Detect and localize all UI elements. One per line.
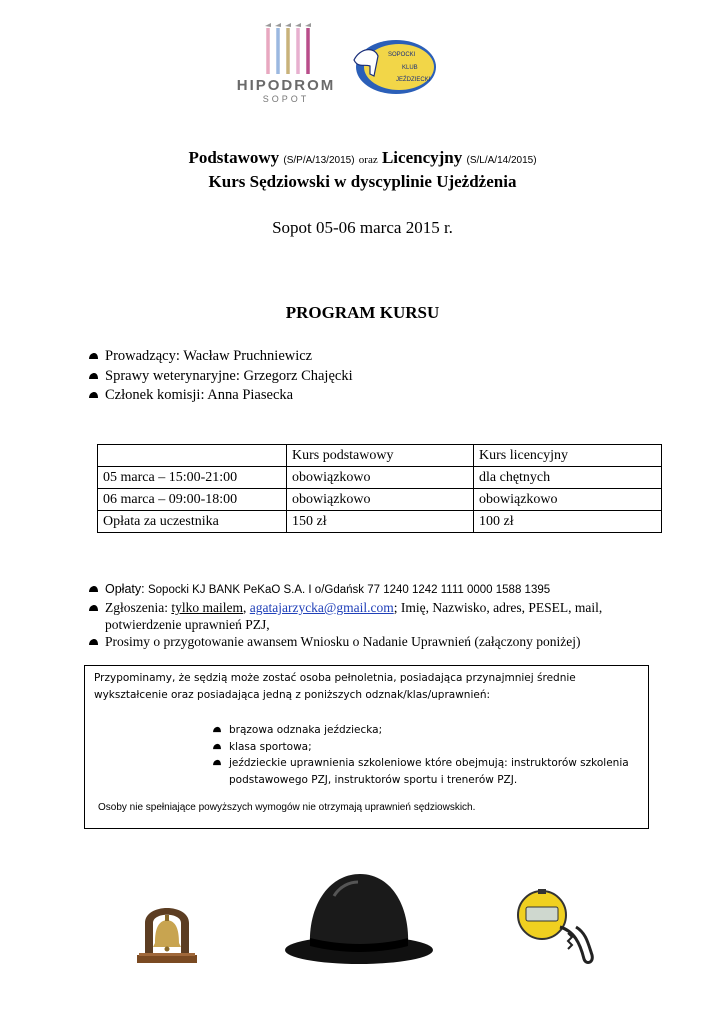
- hipodrom-stripes-icon: [232, 22, 340, 78]
- list-item: [88, 580, 648, 599]
- list-item: [212, 722, 632, 739]
- table-cell: 100 zł: [474, 511, 662, 533]
- bullet-icon: [212, 759, 222, 766]
- course-types-line: [0, 148, 725, 168]
- program-heading: PROGRAM KURSU: [285, 303, 440, 322]
- fees-text: Sopocki KJ BANK PeKaO S.A. I o/Gdańsk 77 1240 1242 1111 0000 1588 1395: [147, 584, 551, 596]
- table-row: [98, 511, 662, 533]
- registration-rest: ; Imię, Nazwisko, adres, PESEL, mail, potwierdzenie uprawnień PZJ,: [105, 600, 603, 632]
- application-request: Prosimy o przygotowanie awansem Wniosku o Nadanie Uprawnień (załączony poniżej): [105, 634, 581, 649]
- reminder-note: Osoby nie spełniające powyższych wymogów nie otrzymają uprawnień sędziowskich.: [98, 802, 476, 813]
- table-cell: 06 marca – 09:00-18:00: [98, 489, 287, 511]
- table-header-row: [98, 445, 662, 467]
- bullet-icon: [88, 604, 99, 612]
- club-line3: JEŹDZIECKI: [396, 77, 431, 83]
- reminder-box: [84, 665, 649, 829]
- registration-label: Zgłoszenia:: [105, 600, 168, 615]
- license-label: Licencyjny: [381, 148, 463, 167]
- mail-only-text: tylko mailem: [171, 600, 243, 615]
- bullet-icon: [88, 352, 99, 360]
- list-item: [88, 633, 648, 650]
- conjunction: oraz: [358, 154, 378, 166]
- reminder-intro: Przypominamy, że sędzią może zostać osoba pełnoletnia, posiadająca przynajmniej średnie wykształcenie oraz posiadająca jedną z poniższych odznak/klas/uprawnień:: [94, 672, 576, 701]
- schedule-table: [97, 444, 662, 533]
- club-line2: KLUB: [402, 65, 418, 71]
- email-link[interactable]: agatajarzycka@gmail.com: [249, 600, 394, 615]
- stopwatch-icon: [514, 887, 600, 969]
- requirements-list: [212, 722, 632, 788]
- table-row: [98, 489, 662, 511]
- basic-label: Podstawowy: [188, 148, 280, 167]
- list-item: [212, 755, 632, 788]
- basic-code: (S/P/A/13/2015): [283, 155, 355, 166]
- bullet-icon: [88, 585, 99, 593]
- table-row: [98, 467, 662, 489]
- requirement-bronze: brązowa odznaka jeździecka;: [229, 724, 383, 736]
- staff-committee: Członek komisji: Anna Piasecka: [105, 387, 294, 403]
- table-cell: Opłata za uczestnika: [98, 511, 287, 533]
- fees-label: Opłaty:: [105, 582, 145, 596]
- staff-leader: Prowadzący: Wacław Pruchniewicz: [105, 348, 313, 364]
- hipodrom-logo: [232, 22, 340, 104]
- table-cell: 05 marca – 15:00-21:00: [98, 467, 287, 489]
- hipodrom-name: HIPODROM: [236, 77, 336, 94]
- bullet-icon: [212, 726, 222, 733]
- date-place: Sopot 05-06 marca 2015 r.: [272, 218, 453, 237]
- bullet-icon: [88, 638, 99, 646]
- table-cell: dla chętnych: [474, 467, 662, 489]
- list-item: [88, 347, 353, 367]
- bowler-hat-icon: [282, 868, 436, 966]
- header-cell: Kurs podstawowy: [287, 445, 474, 467]
- license-code: (S/L/A/14/2015): [466, 155, 537, 166]
- club-logo: [344, 38, 438, 96]
- bullet-icon: [88, 372, 99, 380]
- staff-vet: Sprawy weterynaryjne: Grzegorz Chajęcki: [105, 367, 353, 384]
- info-list: [88, 580, 648, 650]
- requirement-training: jeździeckie uprawnienia szkoleniowe które obejmują: instruktorów szkolenia podstawowego PZJ, instruktorów sportu i trenerów PZJ.: [229, 757, 629, 786]
- bullet-icon: [212, 743, 222, 750]
- list-item: Zgłoszenia: tylko mailem, agatajarzycka@gmail.com; Imię, Nazwisko, adres, PESEL, mail, potwierdzenie uprawnień PZJ,: [88, 599, 648, 633]
- course-title: Kurs Sędziowski w dyscyplinie Ujeżdżenia: [208, 172, 517, 191]
- table-cell: obowiązkowo: [474, 489, 662, 511]
- list-item: [212, 739, 632, 756]
- bullet-icon: [88, 391, 99, 399]
- list-item: [88, 386, 353, 406]
- table-cell: 150 zł: [287, 511, 474, 533]
- club-line1: SOPOCKI: [388, 52, 416, 58]
- table-cell: obowiązkowo: [287, 489, 474, 511]
- header-cell: [98, 445, 287, 467]
- header-cell: Kurs licencyjny: [474, 445, 662, 467]
- staff-list: [88, 347, 353, 406]
- hipodrom-city: SOPOT: [262, 94, 310, 104]
- requirement-class: klasa sportowa;: [229, 740, 312, 753]
- table-cell: obowiązkowo: [287, 467, 474, 489]
- list-item: [88, 367, 353, 387]
- bell-icon: [131, 893, 203, 965]
